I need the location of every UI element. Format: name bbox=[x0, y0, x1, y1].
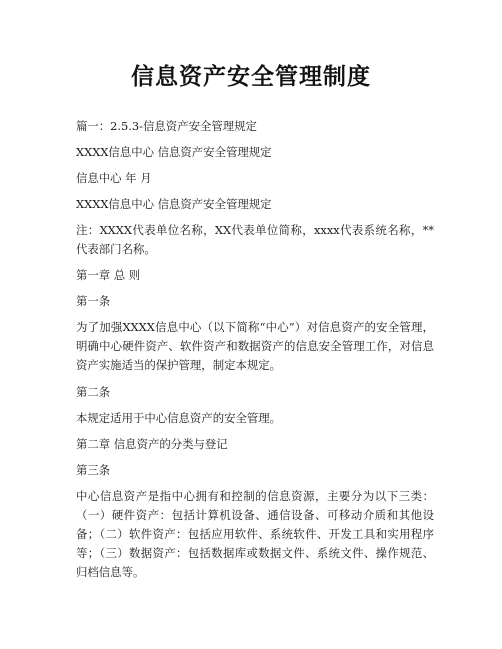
chapter-heading: 篇一：2.5.3-信息资产安全管理规定 bbox=[76, 119, 257, 133]
article-two-heading: 第二条 bbox=[76, 385, 111, 399]
chapter-one-heading: 第一章 总 则 bbox=[76, 268, 141, 282]
article-three-heading: 第三条 bbox=[76, 463, 111, 477]
note-paragraph: 注：XXXX代表单位名称，XX代表单位简称，xxxx代表系统名称，**代表部门名称。 bbox=[76, 223, 434, 256]
document-title: 信息资产安全管理制度 bbox=[131, 64, 371, 90]
article-three-body: 中心信息资产是指中心拥有和控制的信息资源，主要分为以下三类：（一）硬件资产：包括计算机设备、通信设备、可移动介质和其他设备；（二）软件资产：包括应用软件、系统软件、开发工具和实用程序等；（三）数据资产：包括数据库或数据文件、系统文件、操作规范、归档信息等。 bbox=[76, 489, 434, 579]
doc-date-line: 信息中心 年 月 bbox=[76, 171, 152, 185]
article-one-heading: 第一条 bbox=[76, 294, 111, 308]
article-one-body: 为了加强XXXX信息中心（以下简称“中心”）对信息资产的安全管理，明确中心硬件资产、软件资产和数据资产的信息安全管理工作，对信息资产实施适当的保护管理，制定本规定。 bbox=[76, 320, 434, 372]
doc-subtitle-repeat: XXXX信息中心 信息资产安全管理规定 bbox=[76, 197, 272, 211]
chapter-two-heading: 第二章 信息资产的分类与登记 bbox=[76, 437, 228, 451]
doc-subtitle: XXXX信息中心 信息资产安全管理规定 bbox=[76, 145, 272, 159]
article-two-body: 本规定适用于中心信息资产的安全管理。 bbox=[76, 411, 282, 425]
